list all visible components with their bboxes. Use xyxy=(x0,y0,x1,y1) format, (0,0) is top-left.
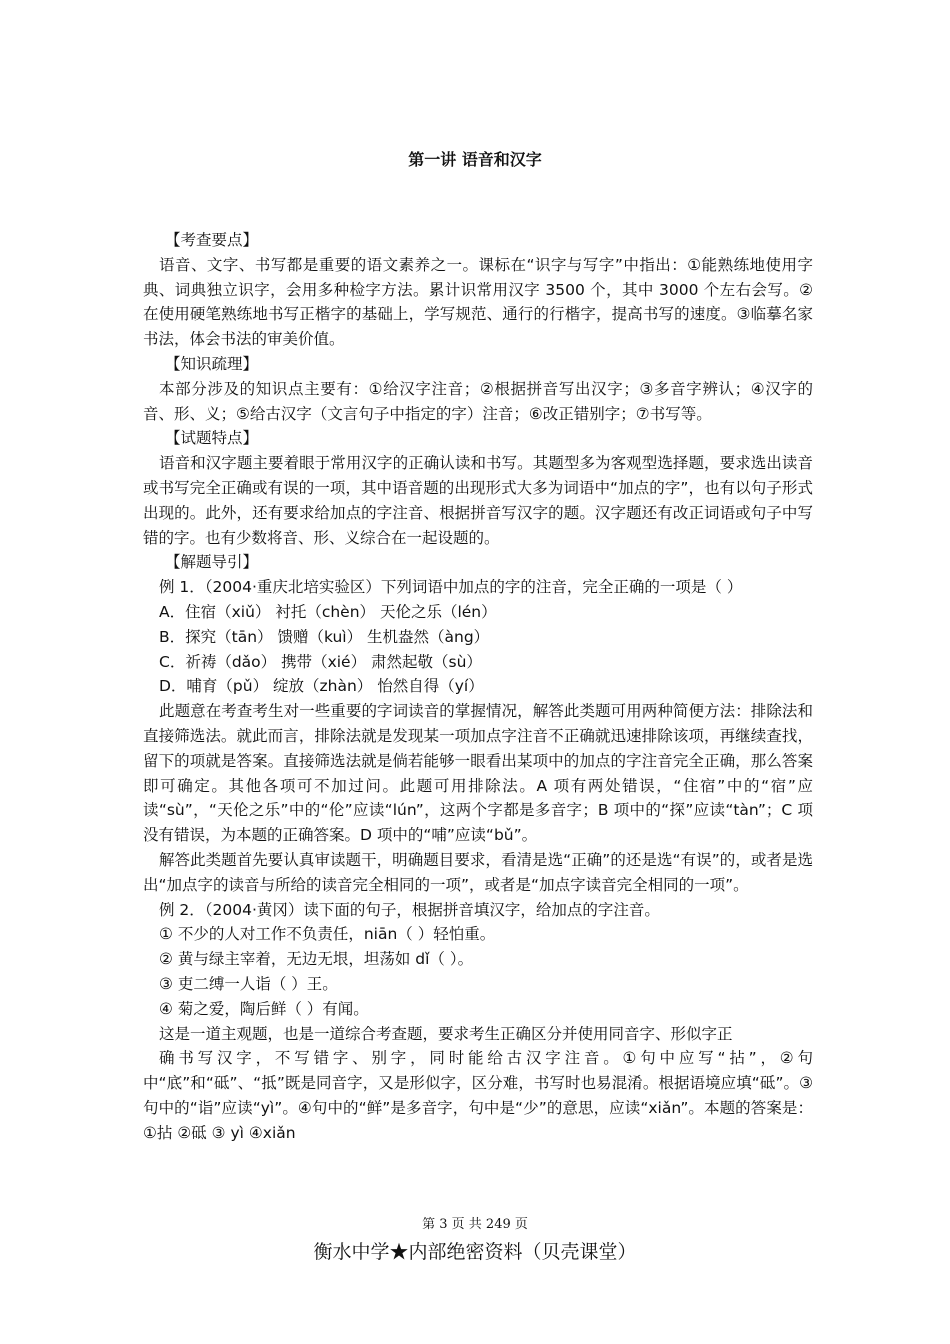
example1-option-d: D．哺育（pǔ） 绽放（zhàn） 怡然自得（yí） xyxy=(159,677,484,696)
example1-question: 例 1．（2004·重庆北培实验区）下列词语中加点的字的注音，完全正确的一项是（ ） xyxy=(159,578,743,597)
section-heading-guide: 【解题导引】 xyxy=(165,553,259,572)
section-heading-knowledge: 【知识疏理】 xyxy=(165,354,259,373)
features-paragraph: 语音和汉字题主要着眼于常用汉字的正确认读和书写。其题型多为客观型选择题，要求选出读音或书写完全正确或有误的一项，其中语音题的出现形式大多为词语中“加点的字”，也有以句子形式出现的。此外，还有要求给加点的字注音、根据拼音写汉字的题。汉字题还有改正词语或句子中写错的字。也有少数将音、形、义综合在一起设题的。 xyxy=(143,454,813,547)
knowledge-paragraph: 本部分涉及的知识点主要有：①给汉字注音；②根据拼音写出汉字；③多音字辨认；④汉字的音、形、义；⑤给古汉字（文言句子中指定的字）注音；⑥改正错别字；⑦书写等。 xyxy=(143,379,813,423)
example2-analysis-first-line: 这是一道主观题，也是一道综合考查题，要求考生正确区分并使用同音字、形似字正 xyxy=(159,1024,733,1043)
example1-option-b: B．探究（tān） 馈赠（kuì） 生机盎然（àng） xyxy=(159,627,490,646)
example2-analysis xyxy=(143,1046,813,1145)
page-number: 第 3 页 共 249 页 xyxy=(422,1217,528,1232)
example1-option-c: C．祈祷（dǎo） 携带（xié） 肃然起敬（sù） xyxy=(159,652,482,671)
example2-question: 例 2．（2004·黄冈）读下面的句子，根据拼音填汉字，给加点的字注音。 xyxy=(159,900,660,919)
example2-analysis-text: 确书写汉字，不写错字、别字，同时能给古汉字注音。①句中应写“拈”，②句中“底”和“砥”、“抵”既是同音字，又是形似字，区分难，书写时也易混淆。根据语境应填“砥”。③句中的“诣”应读“yì”。④句中的“鲜”是多音字，句中是“少”的意思，应读“xiǎn”。本题的答案是：①拈 ②砥 ③ yì ④xiǎn xyxy=(143,1049,813,1142)
watermark-text: 衡水中学★内部绝密资料（贝壳课堂） xyxy=(313,1241,637,1263)
example1-option-a: A．住宿（xiǔ） 衬托（chèn） 天伦之乐（lén） xyxy=(159,602,497,621)
example1-analysis-tip: 解答此类题首先要认真审读题干，明确题目要求，看清是选“正确”的还是选“有误”的，或者是选出“加点字的读音与所给的读音完全相同的一项”，或者是“加点字读音完全相同的一项”。 xyxy=(143,850,813,894)
section-heading-key-points: 【考查要点】 xyxy=(165,231,259,249)
example2-item-3: ③ 吏二缚一人诣（ ）王。 xyxy=(159,974,338,993)
example2-item-1: ① 不少的人对工作不负责任，niān（ ）轻怕重。 xyxy=(159,925,496,944)
document-body xyxy=(143,228,813,1145)
key-points-paragraph: 语音、文字、书写都是重要的语文素养之一。课标在“识字与写字”中指出：①能熟练地使用字典、词典独立识字，会用多种检字方法。累计识常用汉字 3500 个，其中 3000 个左右会写。②在使用硬笔熟练地书写正楷字的基础上，学写规范、通行的行楷字，提高书写的速度。③临摹名家书法，体会书法的审美价值。 xyxy=(143,255,813,349)
example1-analysis: 此题意在考查考生对一些重要的字词读音的掌握情况，解答此类题可用两种简便方法：排除法和直接筛选法。就此而言，排除法就是发现某一项加点字注音不正确就迅速排除该项，再继续查找，留下的项就是答案。直接筛选法就是倘若能够一眼看出某项中的加点的字注音完全正确，那么答案即可确定。其他各项可不加过问。此题可用排除法。A 项有两处错误，“住宿”中的“宿”应读“sù”，“天伦之乐”中的“伦”应读“lún”，这两个字都是多音字；B 项中的“探”应读“tàn”；C 项没有错误，为本题的正确答案。D 项中的“哺”应读“bǔ”。 xyxy=(143,702,813,845)
section-heading-features: 【试题特点】 xyxy=(165,429,259,448)
example2-item-4: ④ 菊之爱，陶后鲜（ ）有闻。 xyxy=(159,999,369,1018)
example2-item-2: ② 黄与绿主宰着，无边无垠，坦荡如 dǐ（ ）。 xyxy=(159,950,474,969)
page-title: 第一讲 语音和汉字 xyxy=(408,150,542,169)
